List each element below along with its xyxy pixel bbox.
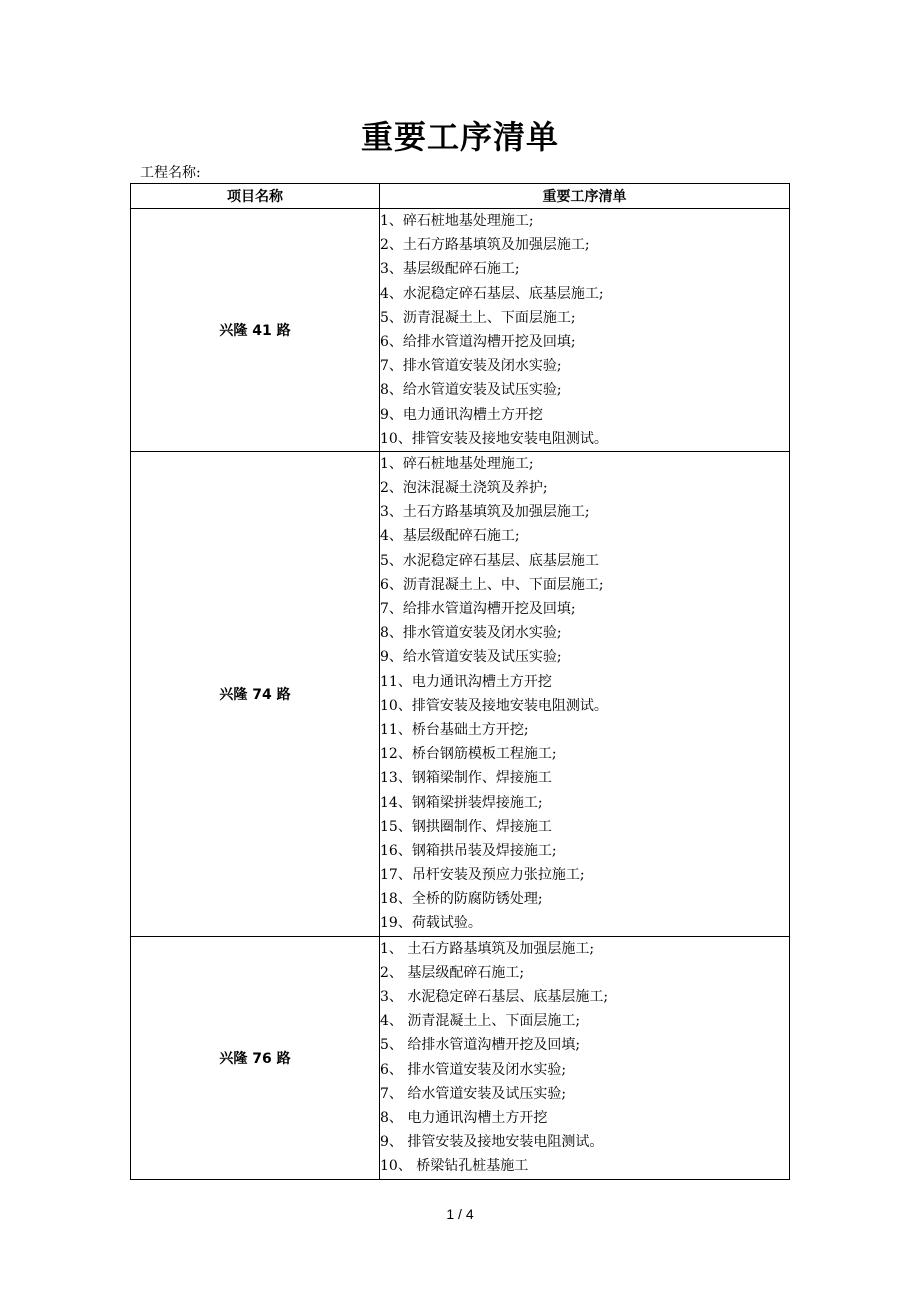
process-step: 10、排管安装及接地安装电阻测试。 <box>380 697 608 714</box>
process-step: 5、沥青混凝土上、下面层施工; <box>380 309 576 326</box>
header-process-list: 重要工序清单 <box>380 184 790 209</box>
process-step: 18、全桥的防腐防锈处理; <box>380 891 543 908</box>
process-step: 1、碎石桩地基处理施工; <box>380 455 534 472</box>
process-step: 7、 给水管道安装及试压实验; <box>380 1085 567 1102</box>
process-step: 4、基层级配碎石施工; <box>380 528 520 545</box>
process-step: 9、 排管安装及接地安装电阻测试。 <box>380 1134 604 1151</box>
table-row <box>131 936 790 1179</box>
page-number: 1 / 4 <box>446 1206 474 1222</box>
project-name-cell: 兴隆 41 路 <box>131 209 380 452</box>
process-step: 2、 基层级配碎石施工; <box>380 964 525 981</box>
process-step: 3、 水泥稳定碎石基层、底基层施工; <box>380 989 609 1005</box>
process-steps-cell <box>380 936 790 1179</box>
process-step: 12、桥台钢筋模板工程施工; <box>380 746 557 763</box>
process-step: 16、钢箱拱吊装及焊接施工; <box>380 842 557 859</box>
table-body <box>131 209 790 1180</box>
table-row <box>131 451 790 936</box>
process-step: 2、土石方路基填筑及加强层施工; <box>380 237 590 254</box>
process-step: 14、钢箱梁拼装焊接施工; <box>380 794 543 811</box>
process-step: 5、水泥稳定碎石基层、底基层施工 <box>380 552 599 569</box>
process-step: 6、 排水管道安装及闭水实验; <box>380 1061 567 1078</box>
process-step: 8、 电力通讯沟槽土方开挖 <box>380 1109 548 1126</box>
process-step: 6、沥青混凝土上、中、下面层施工; <box>380 576 604 593</box>
process-step: 2、泡沫混凝土浇筑及养护; <box>380 480 548 497</box>
process-step: 11、电力通讯沟槽土方开挖 <box>380 673 552 690</box>
process-step: 7、排水管道安装及闭水实验; <box>380 358 562 375</box>
process-steps-cell <box>380 451 790 936</box>
process-step: 3、土石方路基填筑及加强层施工; <box>380 504 590 521</box>
process-table <box>130 183 790 1180</box>
process-step: 17、吊杆安装及预应力张拉施工; <box>380 867 585 884</box>
header-project-name: 项目名称 <box>131 184 380 209</box>
process-step: 9、给水管道安装及试压实验; <box>380 649 562 666</box>
process-step: 5、 给排水管道沟槽开挖及回填; <box>380 1037 581 1054</box>
process-step: 8、给水管道安装及试压实验; <box>380 382 562 399</box>
process-step: 1、碎石桩地基处理施工; <box>380 213 534 229</box>
process-step: 10、 桥梁钻孔桩基施工 <box>380 1158 529 1175</box>
process-step: 10、排管安装及接地安装电阻测试。 <box>380 430 608 447</box>
table-header-row <box>131 184 790 209</box>
process-step: 15、钢拱圈制作、焊接施工 <box>380 818 552 835</box>
process-step: 1、 土石方路基填筑及加强层施工; <box>380 940 595 957</box>
process-step: 9、电力通讯沟槽土方开挖 <box>380 406 543 423</box>
process-step: 8、排水管道安装及闭水实验; <box>380 625 562 642</box>
process-step: 7、给排水管道沟槽开挖及回填; <box>380 601 576 617</box>
process-step: 13、钢箱梁制作、焊接施工 <box>380 770 552 787</box>
process-step: 11、桥台基础土方开挖; <box>380 721 529 738</box>
process-step: 6、给排水管道沟槽开挖及回填; <box>380 333 576 350</box>
process-step: 19、荷载试验。 <box>380 915 482 932</box>
process-step: 3、基层级配碎石施工; <box>380 261 520 278</box>
process-step: 4、 沥青混凝土上、下面层施工; <box>380 1013 581 1030</box>
page-title: 重要工序清单 <box>360 118 559 156</box>
project-name-label: 工程名称: <box>140 165 201 181</box>
table-row <box>131 209 790 452</box>
project-name-cell: 兴隆 76 路 <box>131 936 380 1179</box>
process-step: 4、水泥稳定碎石基层、底基层施工; <box>380 285 604 302</box>
project-name-cell: 兴隆 74 路 <box>131 451 380 936</box>
process-steps-cell <box>380 209 790 452</box>
